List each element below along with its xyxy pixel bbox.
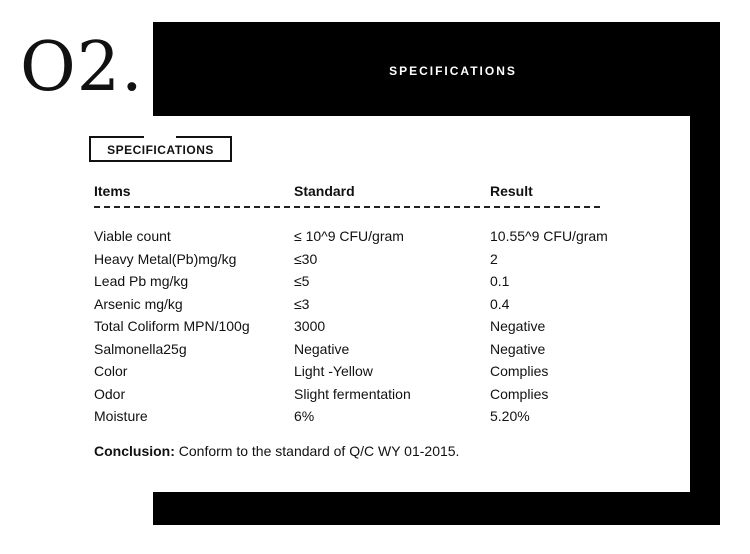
cell-result: 5.20% xyxy=(490,408,530,424)
column-header-result: Result xyxy=(490,183,533,199)
table-row xyxy=(0,363,750,385)
cell-item: Heavy Metal(Pb)mg/kg xyxy=(94,251,237,267)
conclusion xyxy=(94,443,459,459)
table-row xyxy=(0,228,750,250)
cell-item: Total Coliform MPN/100g xyxy=(94,318,250,334)
cell-standard: 3000 xyxy=(294,318,326,334)
tag-frame-gap xyxy=(144,134,176,138)
cell-result: Negative xyxy=(490,318,546,334)
cell-item: Viable count xyxy=(94,228,171,244)
column-header-items: Items xyxy=(94,183,131,199)
cell-standard: ≤3 xyxy=(294,296,310,312)
cell-result: Complies xyxy=(490,386,549,402)
cell-standard: 6% xyxy=(294,408,315,424)
header-title: SPECIFICATIONS xyxy=(389,64,517,78)
cell-standard: Negative xyxy=(294,341,350,357)
cell-item: Arsenic mg/kg xyxy=(94,296,183,312)
table-row xyxy=(0,251,750,273)
table-row xyxy=(0,318,750,340)
cell-standard: Slight fermentation xyxy=(294,386,411,402)
conclusion-label: Conclusion: xyxy=(94,443,175,459)
cell-item: Lead Pb mg/kg xyxy=(94,273,189,289)
cell-item: Odor xyxy=(94,386,126,402)
tag-label: SPECIFICATIONS xyxy=(107,143,214,157)
table-row xyxy=(0,296,750,318)
cell-result: 0.1 xyxy=(490,273,510,289)
cell-standard: Light -Yellow xyxy=(294,363,373,379)
conclusion-text: Conform to the standard of Q/C WY 01-2015. xyxy=(178,443,460,459)
dashed-divider xyxy=(94,206,600,208)
cell-standard: ≤ 10^9 CFU/gram xyxy=(294,228,404,244)
cell-result: 2 xyxy=(490,251,498,267)
section-number: O2. xyxy=(20,28,144,107)
cell-item: Salmonella25g xyxy=(94,341,187,357)
table-row xyxy=(0,386,750,408)
cell-result: Negative xyxy=(490,341,546,357)
cell-standard: ≤30 xyxy=(294,251,318,267)
cell-result: Complies xyxy=(490,363,549,379)
cell-result: 0.4 xyxy=(490,296,510,312)
cell-item: Moisture xyxy=(94,408,148,424)
table-row xyxy=(0,408,750,430)
cell-standard: ≤5 xyxy=(294,273,310,289)
cell-result: 10.55^9 CFU/gram xyxy=(490,228,608,244)
table-row xyxy=(0,273,750,295)
cell-item: Color xyxy=(94,363,128,379)
table-row xyxy=(0,341,750,363)
column-header-standard: Standard xyxy=(294,183,355,199)
